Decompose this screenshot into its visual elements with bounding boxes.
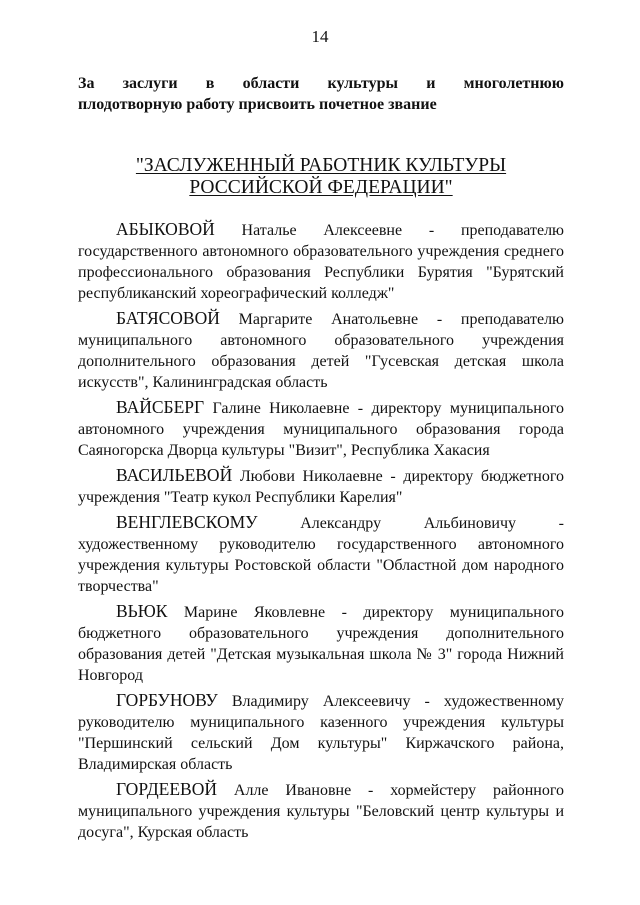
recipient-surname: ГОРБУНОВУ xyxy=(116,690,218,710)
recipient-description: Любови Николаевне - директору бюджетного учреждения "Театр кукол Республики Карелия" xyxy=(78,468,565,506)
intro-line-1 xyxy=(78,73,564,94)
page-number: 14 xyxy=(311,27,329,46)
recipient-description: Владимиру Алексеевичу - художественному руководителю муниципального казенного учреждения культуры "Першинский сельский Дом культуры" Киржачского района, Владимирская область xyxy=(78,693,564,773)
intro-paragraph xyxy=(78,73,564,115)
intro-word: и xyxy=(426,75,436,92)
recipient-description: Марине Яковлевне - директору муниципального бюджетного образовательного учреждения дополнительного образования детей "Детская музыкальная школа № 3" города Нижний Новгород xyxy=(78,604,564,684)
recipient-entry xyxy=(78,690,564,775)
recipient-entry xyxy=(78,601,564,686)
recipient-surname: АБЫКОВОЙ xyxy=(116,219,215,239)
recipient-description: Александру Альбиновичу - художественному руководителю государственного автономного учреждения культуры Ростовской области "Областной дом народного творчества" xyxy=(78,515,564,595)
recipient-surname: ВАСИЛЬЕВОЙ xyxy=(116,465,233,485)
award-title-line-2: РОССИЙСКОЙ ФЕДЕРАЦИИ" xyxy=(189,177,453,198)
recipient-description: Наталье Алексеевне - преподавателю государственного автономного образовательного учреждения среднего профессионального образования Республики Бурятия "Бурятский республиканский хореографический колледж" xyxy=(78,222,565,302)
intro-word: заслуги xyxy=(122,75,178,92)
recipient-entry xyxy=(78,779,564,843)
recipient-description: Алле Ивановне - хормейстеру районного муниципального учреждения культуры "Беловский центр культуры и досуга", Курская область xyxy=(78,782,564,841)
intro-line-2: плодотворную работу присвоить почетное звание xyxy=(78,96,437,113)
intro-word: культуры xyxy=(327,75,399,92)
award-title-line-1: "ЗАСЛУЖЕННЫЙ РАБОТНИК КУЛЬТУРЫ xyxy=(135,155,507,176)
recipient-description: Галине Николаевне - директору муниципального автономного учреждения муниципального образования города Саяногорска Дворца культуры "Визит", Республика Хакасия xyxy=(78,400,565,459)
recipient-entry xyxy=(78,512,564,597)
recipient-surname: ВЬЮК xyxy=(116,601,168,621)
recipient-entry xyxy=(78,465,564,508)
intro-word: в xyxy=(205,75,215,92)
recipient-entry xyxy=(78,219,564,304)
recipient-entry xyxy=(78,397,564,461)
recipient-surname: ВЕНГЛЕВСКОМУ xyxy=(116,512,258,532)
award-title xyxy=(78,155,564,199)
intro-word: многолетнюю xyxy=(463,75,564,92)
intro-word: За xyxy=(78,75,95,92)
intro-word: области xyxy=(242,75,300,92)
recipient-surname: БАТЯСОВОЙ xyxy=(116,308,220,328)
recipient-entry xyxy=(78,308,564,393)
recipient-list xyxy=(78,219,564,847)
recipient-description: Маргарите Анатольевне - преподавателю муниципального автономного образовательного учреждения дополнительного образования детей "Гусевская детская школа искусств", Калининградская область xyxy=(78,311,564,391)
recipient-surname: ГОРДЕЕВОЙ xyxy=(116,779,218,799)
recipient-surname: ВАЙСБЕРГ xyxy=(116,397,205,417)
